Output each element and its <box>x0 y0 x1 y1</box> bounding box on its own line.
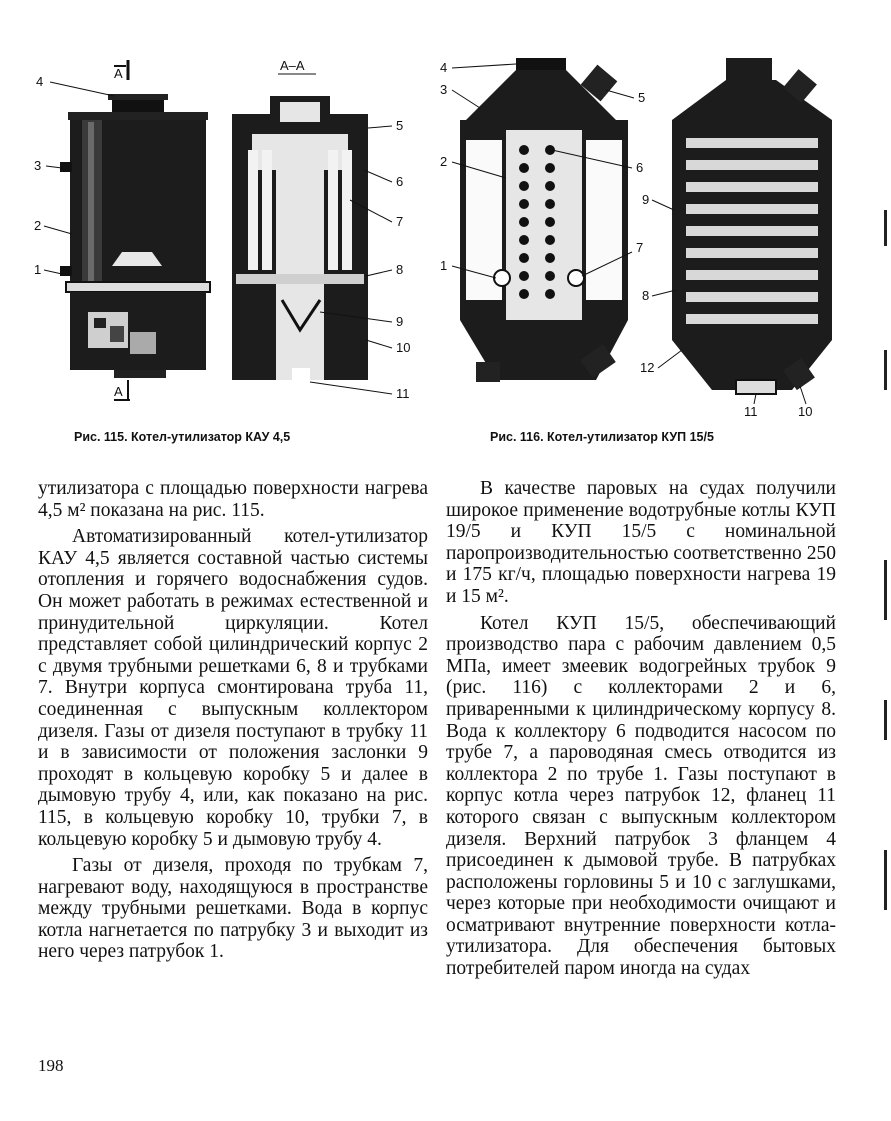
kup-cutaway-right <box>672 58 832 394</box>
section-arrow-bottom-label: А <box>114 384 123 399</box>
callout-3: 3 <box>34 158 42 173</box>
page-number: 198 <box>38 1056 64 1075</box>
coil-tubes <box>686 138 818 324</box>
callout-2: 2 <box>440 154 448 169</box>
right-paragraph-2: Котел КУП 15/5, обеспечивающий производство пара с рабочим давлением 0,5 МПа, имеет змеевик водогрейных трубок 9 (рис. 116) с коллекторами 2 и 6, приваренными к цилиндрическому корпусу 8. Вода к коллектору 6 подводится насосом по трубе 7, а пароводяная смесь отводится из коллектора 2 по трубе 1. Газы поступают в корпус котла через патрубок 12, фланец 11 которого связан с выпускным коллектором дизеля. Верхний патрубок 3 фланцем 4 присоединен к дымовой трубе. В патрубках расположены горловины 5 и 10 с заглушками, через которые при необходимости очищают и осматривают внутренние поверхности котла-утилизатора. Для обеспечения бытовых потребителей паром иногда на судах <box>446 612 836 980</box>
callout-5: 5 <box>638 90 646 105</box>
callout-5: 5 <box>396 118 404 133</box>
callout-4: 4 <box>440 60 448 75</box>
figure-116-illustration <box>436 50 856 420</box>
figure-116 <box>436 50 856 420</box>
figure-115-caption: Рис. 115. Котел-утилизатор КАУ 4,5 <box>74 430 291 444</box>
figure-115 <box>30 50 420 420</box>
left-text-column <box>38 478 428 963</box>
callout-2: 2 <box>34 218 42 233</box>
callout-10: 10 <box>396 340 411 355</box>
callout-11: 11 <box>744 404 758 419</box>
right-text-column <box>446 478 836 980</box>
kau-section-view <box>232 96 368 380</box>
callout-8: 8 <box>642 288 650 303</box>
kau-exterior-view <box>60 60 210 400</box>
section-arrow-top-label: А <box>114 66 123 81</box>
callout-1: 1 <box>34 262 42 277</box>
figure-116-caption: Рис. 116. Котел-утилизатор КУП 15/5 <box>490 430 714 444</box>
left-paragraph-3: Газы от дизеля, проходя по трубкам 7, нагревают воду, находящуюся в пространстве между трубными решетками. Вода в корпус котла нагнетается по патрубку 3 и выходит из него через патрубок 1. <box>38 855 428 963</box>
callout-10: 10 <box>798 404 813 419</box>
scan-edge-mark <box>884 850 887 910</box>
callout-9: 9 <box>642 192 650 207</box>
left-paragraph-2: Автоматизированный котел-утилизатор КАУ 4,5 является составной частью системы отопления и горячего водоснабжения судов. Он может работать в режимах естественной и принудительной циркуляции. Котел представляет собой цилиндрический корпус 2 с двумя трубными решетками 6, 8 и трубками 7. Внутри корпуса смонтирована труба 11, соединенная с выпускным коллектором дизеля. Газы от дизеля поступают в трубку 11 и в зависимости от положения заслонки 9 проходят в кольцевую коробку 5 и далее в дымовую трубу 4, или, как показано на рис. 115, в кольцевую коробку 10, трубки 7, в кольцевую коробку 5 и дымовую трубу 4. <box>38 526 428 850</box>
figure-115-illustration <box>30 50 420 420</box>
left-paragraph-1: утилизатора с площадью поверхности нагрева 4,5 м² показана на рис. 115. <box>38 478 428 521</box>
scan-edge-mark <box>884 700 887 740</box>
callout-6: 6 <box>396 174 404 189</box>
callout-7: 7 <box>636 240 644 255</box>
callout-12: 12 <box>640 360 655 375</box>
callout-4: 4 <box>36 74 44 89</box>
scan-edge-mark <box>884 210 887 246</box>
callout-6: 6 <box>636 160 644 175</box>
section-a-a-label: А–А <box>280 58 305 73</box>
kup-cutaway-left <box>460 58 628 382</box>
callout-8: 8 <box>396 262 404 277</box>
callout-11: 11 <box>396 386 410 401</box>
right-paragraph-1: В качестве паровых на судах получили широкое применение водотрубные котлы КУП 19/5 и КУП 15/5 с номинальной паропроизводительностью соответственно 250 и 175 кг/ч, площадью поверхности нагрева 19 и 15 м². <box>446 478 836 607</box>
callout-1: 1 <box>440 258 448 273</box>
callout-9: 9 <box>396 314 404 329</box>
scan-edge-mark <box>884 350 887 390</box>
callout-3: 3 <box>440 82 448 97</box>
callout-7: 7 <box>396 214 404 229</box>
scan-edge-mark <box>884 560 887 620</box>
